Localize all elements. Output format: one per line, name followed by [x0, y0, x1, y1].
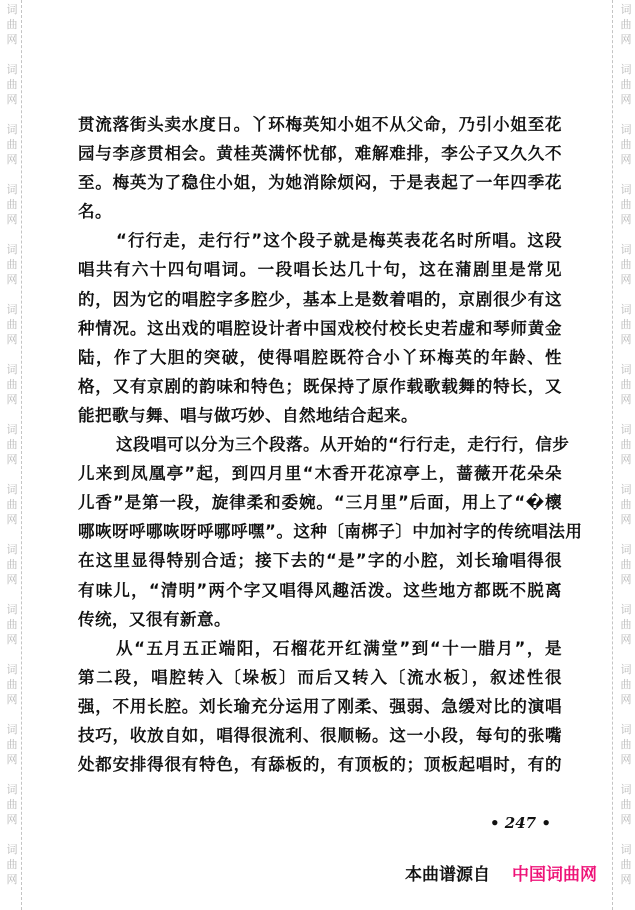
watermark-text: [2, 722, 22, 767]
watermark-text: [2, 62, 22, 107]
watermark-char: 网: [6, 273, 18, 286]
text-line: 的，因为它的唱腔字多腔少，基本上是数着唱的，京剧很少有这: [78, 289, 562, 309]
watermark-char: 曲: [620, 138, 632, 151]
watermark-char: 词: [6, 663, 18, 676]
footer-site-link[interactable]: 中国词曲网: [512, 865, 597, 885]
watermark-text: [2, 422, 22, 467]
watermark-text: [2, 182, 22, 227]
watermark-char: 曲: [6, 198, 18, 211]
watermark-char: 网: [620, 693, 632, 706]
watermark-char: 词: [6, 483, 18, 496]
watermark-char: 曲: [620, 558, 632, 571]
watermark-char: 曲: [620, 678, 632, 691]
watermark-char: 词: [6, 723, 18, 736]
watermark-char: 曲: [620, 858, 632, 871]
paragraph: [78, 634, 562, 779]
watermark-text: [616, 722, 635, 767]
watermark-char: 网: [620, 333, 632, 346]
watermark-text: [2, 782, 22, 827]
watermark-char: 词: [620, 243, 632, 256]
watermark-char: 网: [620, 153, 632, 166]
text-line: 处都安排得很有特色，有舔板的，有顶板的；顶板起唱时，有的: [78, 755, 562, 775]
watermark-char: 网: [620, 393, 632, 406]
watermark-char: 词: [6, 363, 18, 376]
watermark-text: [616, 422, 635, 467]
watermark-char: 网: [6, 513, 18, 526]
paragraph: [78, 226, 562, 430]
body-text: [78, 110, 583, 779]
text-line: 园与李彦贯相会。黄桂英满怀忧郁，难解难排，李公子又久久不: [78, 144, 562, 164]
watermark-char: 网: [6, 393, 18, 406]
watermark-char: 网: [6, 453, 18, 466]
text-line: 在这里显得特别合适；接下去的“是”字的小腔，刘长瑜唱得很: [78, 551, 562, 571]
watermark-text: [2, 842, 22, 887]
watermark-char: 曲: [6, 78, 18, 91]
text-line: “行行走，走行行”这个段子就是梅英表花名时所唱。这段: [116, 231, 562, 251]
watermark-char: 曲: [6, 858, 18, 871]
watermark-char: 词: [6, 783, 18, 796]
watermark-char: 词: [620, 423, 632, 436]
watermark-char: 词: [620, 123, 632, 136]
text-line: 有味儿，“清明”两个字又唱得风趣活泼。这些地方都既不脱离: [78, 580, 562, 600]
watermark-text: [2, 122, 22, 167]
watermark-char: 曲: [6, 438, 18, 451]
watermark-char: 曲: [6, 138, 18, 151]
watermark-char: 词: [6, 603, 18, 616]
watermark-char: 曲: [620, 18, 632, 31]
watermark-char: 词: [620, 843, 632, 856]
watermark-char: 曲: [620, 618, 632, 631]
watermark-char: 网: [620, 633, 632, 646]
watermark-char: 曲: [620, 78, 632, 91]
watermark-char: 网: [6, 33, 18, 46]
text-line: 能把歌与舞、唱与做巧妙、自然地结合起来。: [78, 405, 418, 425]
text-line: 第二段，唱腔转入〔垛板〕而后又转入〔流水板〕，叙述性很: [78, 667, 562, 687]
watermark-char: 曲: [6, 498, 18, 511]
text-line: 名。: [78, 202, 112, 222]
watermark-char: 网: [6, 753, 18, 766]
watermark-char: 曲: [6, 618, 18, 631]
watermark-char: 曲: [620, 258, 632, 271]
text-line: 贯流落街头卖水度日。丫环梅英知小姐不从父命，乃引小姐至花: [78, 115, 562, 134]
watermark-char: 词: [620, 663, 632, 676]
watermark-text: [2, 662, 22, 707]
watermark-char: 曲: [6, 258, 18, 271]
watermark-text: [616, 542, 635, 587]
watermark-char: 词: [620, 303, 632, 316]
watermark-char: 词: [620, 603, 632, 616]
watermark-char: 曲: [6, 558, 18, 571]
watermark-char: 网: [6, 633, 18, 646]
margin-divider-right: [612, 0, 613, 910]
watermark-char: 词: [620, 543, 632, 556]
watermark-char: 词: [620, 363, 632, 376]
watermark-text: [616, 662, 635, 707]
watermark-char: 词: [6, 303, 18, 316]
watermark-char: 曲: [620, 438, 632, 451]
watermark-char: 网: [620, 813, 632, 826]
text-line: 这段唱可以分为三个段落。从开始的“行行走，走行行，信步: [116, 435, 570, 455]
watermark-char: 曲: [6, 738, 18, 751]
watermark-char: 网: [6, 873, 18, 886]
watermark-text: [616, 482, 635, 527]
watermark-column-left: [2, 0, 22, 910]
watermark-char: 曲: [620, 738, 632, 751]
watermark-text: [616, 182, 635, 227]
watermark-char: 词: [620, 723, 632, 736]
watermark-char: 网: [620, 753, 632, 766]
text-line: 格，又有京剧的韵味和特色；既保持了原作载歌载舞的特长，又: [78, 376, 562, 396]
watermark-char: 网: [620, 873, 632, 886]
watermark-char: 曲: [6, 318, 18, 331]
text-line: 强，不用长腔。刘长瑜充分运用了刚柔、强弱、急缓对比的演唱: [78, 696, 562, 716]
watermark-char: 曲: [6, 798, 18, 811]
watermark-column-right: [616, 0, 635, 910]
watermark-char: 曲: [620, 378, 632, 391]
watermark-char: 词: [6, 243, 18, 256]
watermark-text: [616, 62, 635, 107]
watermark-char: 网: [620, 273, 632, 286]
text-line: 至。梅英为了稳住小姐，为她消除烦闷，于是表起了一年四季花: [78, 173, 562, 193]
watermark-char: 曲: [6, 678, 18, 691]
watermark-char: 词: [6, 423, 18, 436]
watermark-text: [2, 602, 22, 647]
watermark-char: 网: [6, 153, 18, 166]
text-line: 从“五月五正端阳，石榴花开红满堂”到“十一腊月”，是: [116, 638, 562, 658]
watermark-char: 曲: [620, 198, 632, 211]
text-line: 哪咴呀呼哪咴呀呼哪呼嘿”。这种〔南梆子〕中加衬字的传统唱法用: [78, 522, 583, 542]
watermark-text: [616, 602, 635, 647]
watermark-text: [616, 362, 635, 407]
watermark-char: 词: [620, 483, 632, 496]
watermark-char: 网: [6, 813, 18, 826]
watermark-char: 网: [6, 93, 18, 106]
watermark-char: 词: [6, 63, 18, 76]
text-line: 技巧，收放自如，唱得很流利、很顺畅。这一小段，每句的张嘴: [78, 725, 562, 745]
page-number: • 247 •: [490, 814, 551, 832]
watermark-char: 网: [620, 33, 632, 46]
watermark-char: 曲: [620, 498, 632, 511]
watermark-char: 词: [6, 843, 18, 856]
watermark-char: 网: [620, 573, 632, 586]
watermark-text: [616, 782, 635, 827]
watermark-text: [616, 842, 635, 887]
paragraph: [78, 110, 562, 226]
text-line: 传统，又很有新意。: [78, 609, 231, 629]
watermark-char: 词: [620, 783, 632, 796]
watermark-text: [616, 2, 635, 47]
watermark-char: 网: [620, 213, 632, 226]
footer-source: [405, 860, 597, 885]
watermark-char: 曲: [6, 378, 18, 391]
watermark-text: [2, 302, 22, 347]
watermark-text: [2, 542, 22, 587]
text-line: 种情况。这出戏的唱腔设计者中国戏校付校长史若虚和琴师黄金: [78, 318, 562, 338]
watermark-text: [2, 2, 22, 47]
watermark-char: 网: [6, 693, 18, 706]
margin-divider-left: [21, 0, 22, 910]
watermark-text: [2, 242, 22, 287]
watermark-char: 曲: [620, 318, 632, 331]
watermark-text: [2, 482, 22, 527]
watermark-text: [616, 122, 635, 167]
watermark-char: 网: [6, 333, 18, 346]
text-line: 陆，作了大胆的突破，使得唱腔既符合小丫环梅英的年龄、性: [78, 347, 562, 367]
watermark-char: 词: [620, 183, 632, 196]
watermark-char: 曲: [620, 798, 632, 811]
watermark-char: 曲: [6, 18, 18, 31]
watermark-char: 词: [6, 543, 18, 556]
text-line: 儿香”是第一段，旋律柔和委婉。“三月里”后面，用上了“�櫰: [78, 493, 562, 513]
watermark-char: 网: [6, 573, 18, 586]
watermark-char: 网: [620, 453, 632, 466]
watermark-char: 网: [620, 513, 632, 526]
text-line: 儿来到凤凰亭”起，到四月里“木香开花凉亭上，蔷薇开花朵朵: [78, 464, 562, 484]
watermark-char: 词: [6, 183, 18, 196]
text-line: 唱共有六十四句唱词。一段唱长达几十句，这在蒲剧里是常见: [78, 260, 562, 280]
watermark-char: 词: [620, 63, 632, 76]
watermark-text: [616, 302, 635, 347]
watermark-char: 词: [620, 3, 632, 16]
watermark-char: 网: [620, 93, 632, 106]
watermark-text: [2, 362, 22, 407]
footer-source-label: 本曲谱源自: [405, 865, 490, 885]
watermark-char: 词: [6, 3, 18, 16]
watermark-text: [616, 242, 635, 287]
watermark-char: 网: [6, 213, 18, 226]
watermark-char: 词: [6, 123, 18, 136]
paragraph: [78, 430, 583, 634]
